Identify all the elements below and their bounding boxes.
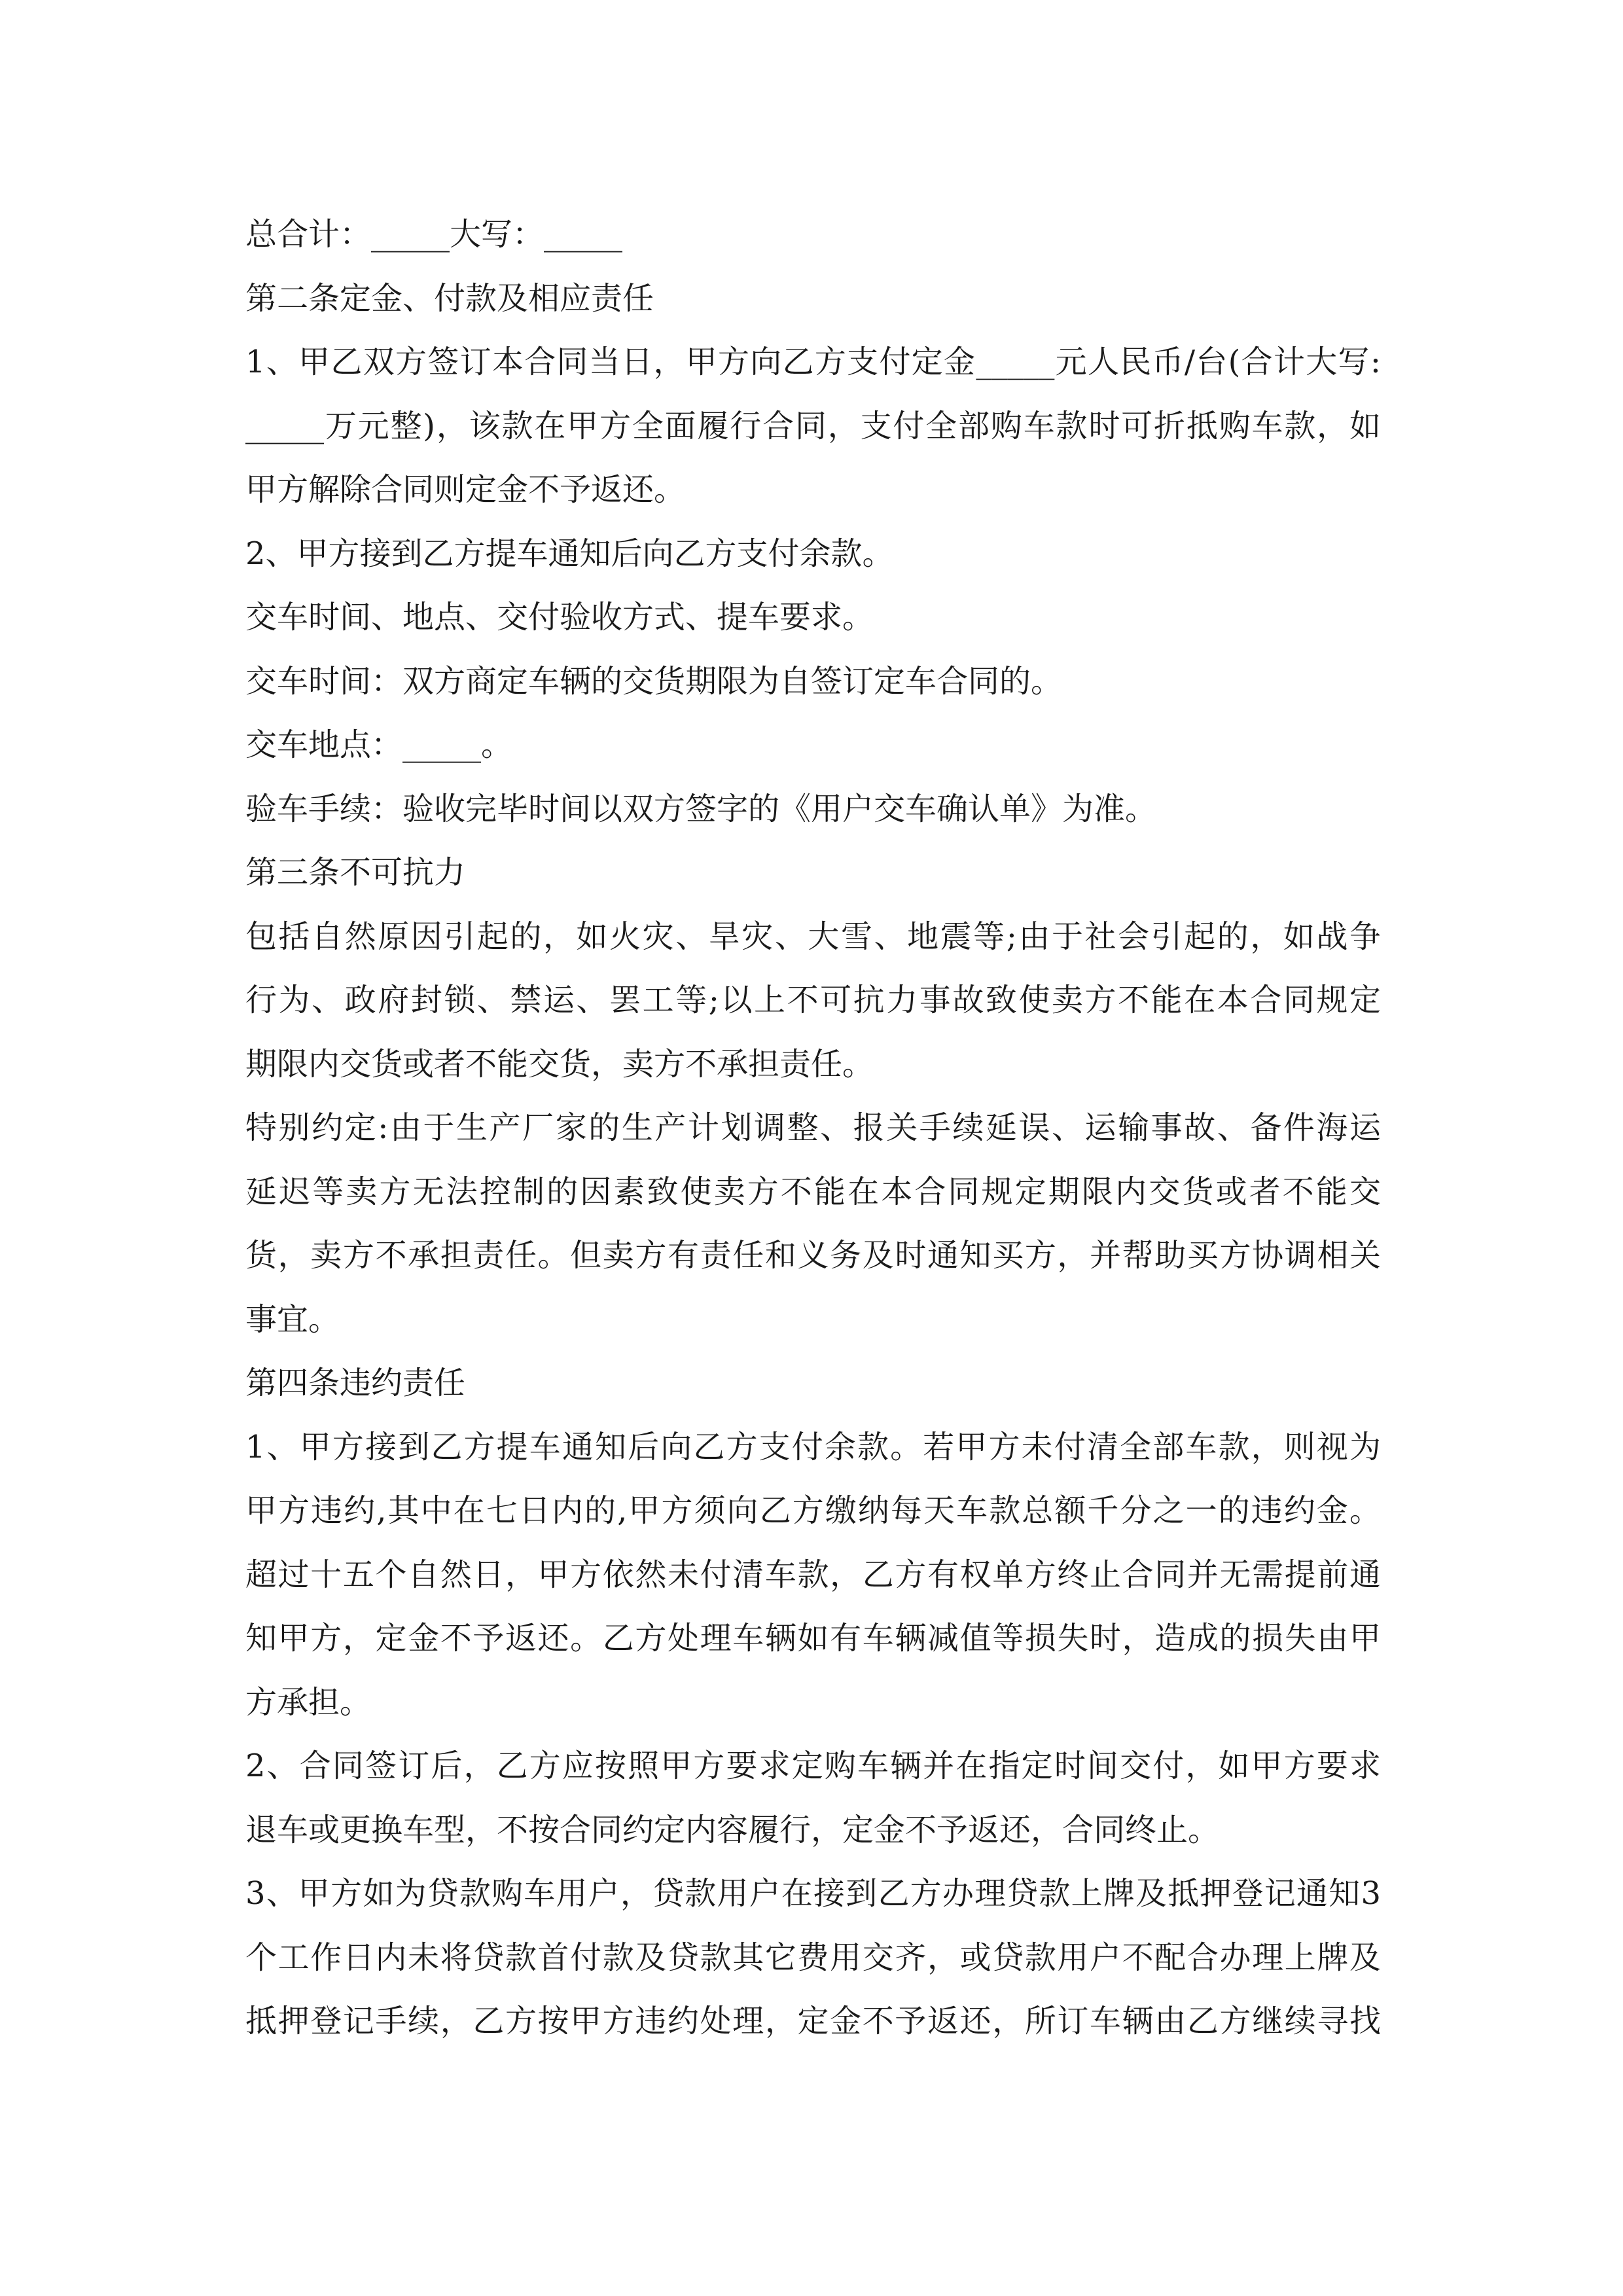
text-line: 包括自然原因引起的，如火灾、旱灾、大雪、地震等;由于社会引起的，如战争 [245, 918, 1381, 955]
text-line: 行为、政府封锁、禁运、罢工等;以上不可抗力事故致使卖方不能在本合同规定 [245, 982, 1381, 1018]
text-line: 第二条定金、付款及相应责任 [245, 279, 654, 317]
text-line: 1、甲乙双方签订本合同当日，甲方向乙方支付定金_____元人民币/台(合计大写: [245, 344, 1381, 380]
text-line: 甲方解除合同则定金不予返还。 [245, 471, 686, 508]
text-line: 事宜。 [245, 1300, 340, 1338]
text-line: 交车时间、地点、交付验收方式、提车要求。 [245, 599, 874, 636]
text-line: 交车地点：_____。 [245, 726, 513, 763]
text-line: 个工作日内未将贷款首付款及贷款其它费用交齐，或贷款用户不配合办理上牌及 [245, 1939, 1381, 1976]
text-line: 总合计：_____大写：_____ [245, 216, 623, 253]
contract-body-text [245, 203, 1381, 2054]
text-line: 交车时间：双方商定车辆的交货期限为自签订定车合同的。 [245, 662, 1063, 700]
text-line: 货，卖方不承担责任。但卖方有责任和义务及时通知买方，并帮助买方协调相关 [245, 1237, 1381, 1274]
text-line: 第三条不可抗力 [245, 854, 466, 891]
text-line: 1、甲方接到乙方提车通知后向乙方支付余款。若甲方未付清全部车款，则视为 [245, 1428, 1381, 1465]
text-line: 2、合同签订后，乙方应按照甲方要求定购车辆并在指定时间交付，如甲方要求 [245, 1748, 1381, 1784]
text-line: 特别约定:由于生产厂家的生产计划调整、报关手续延误、运输事故、备件海运 [245, 1109, 1381, 1146]
text-line: 抵押登记手续，乙方按甲方违约处理，定金不予返还，所订车辆由乙方继续寻找 [245, 2003, 1381, 2039]
text-line: 退车或更换车型，不按合同约定内容履行，定金不予返还，合同终止。 [245, 1811, 1220, 1848]
text-line: 3、甲方如为贷款购车用户，贷款用户在接到乙方办理贷款上牌及抵押登记通知3 [245, 1875, 1381, 1912]
text-line: 第四条违约责任 [245, 1365, 466, 1401]
text-line: 验车手续：验收完毕时间以双方签字的《用户交车确认单》为准。 [245, 790, 1157, 827]
text-line: 延迟等卖方无法控制的因素致使卖方不能在本合同规定期限内交货或者不能交 [245, 1173, 1381, 1210]
text-line: 期限内交货或者不能交货，卖方不承担责任。 [245, 1045, 874, 1083]
text-line: 超过十五个自然日，甲方依然未付清车款，乙方有权单方终止合同并无需提前通 [245, 1556, 1381, 1593]
text-line: 方承担。 [245, 1683, 372, 1721]
text-line: 甲方违约,其中在七日内的,甲方须向乙方缴纳每天车款总额千分之一的违约金。 [245, 1492, 1381, 1529]
text-line: 2、甲方接到乙方提车通知后向乙方支付余款。 [245, 535, 894, 572]
text-line: _____万元整)，该款在甲方全面履行合同，支付全部购车款时可折抵购车款，如 [245, 407, 1381, 444]
text-line: 知甲方，定金不予返还。乙方处理车辆如有车辆减值等损失时，造成的损失由甲 [245, 1620, 1381, 1657]
